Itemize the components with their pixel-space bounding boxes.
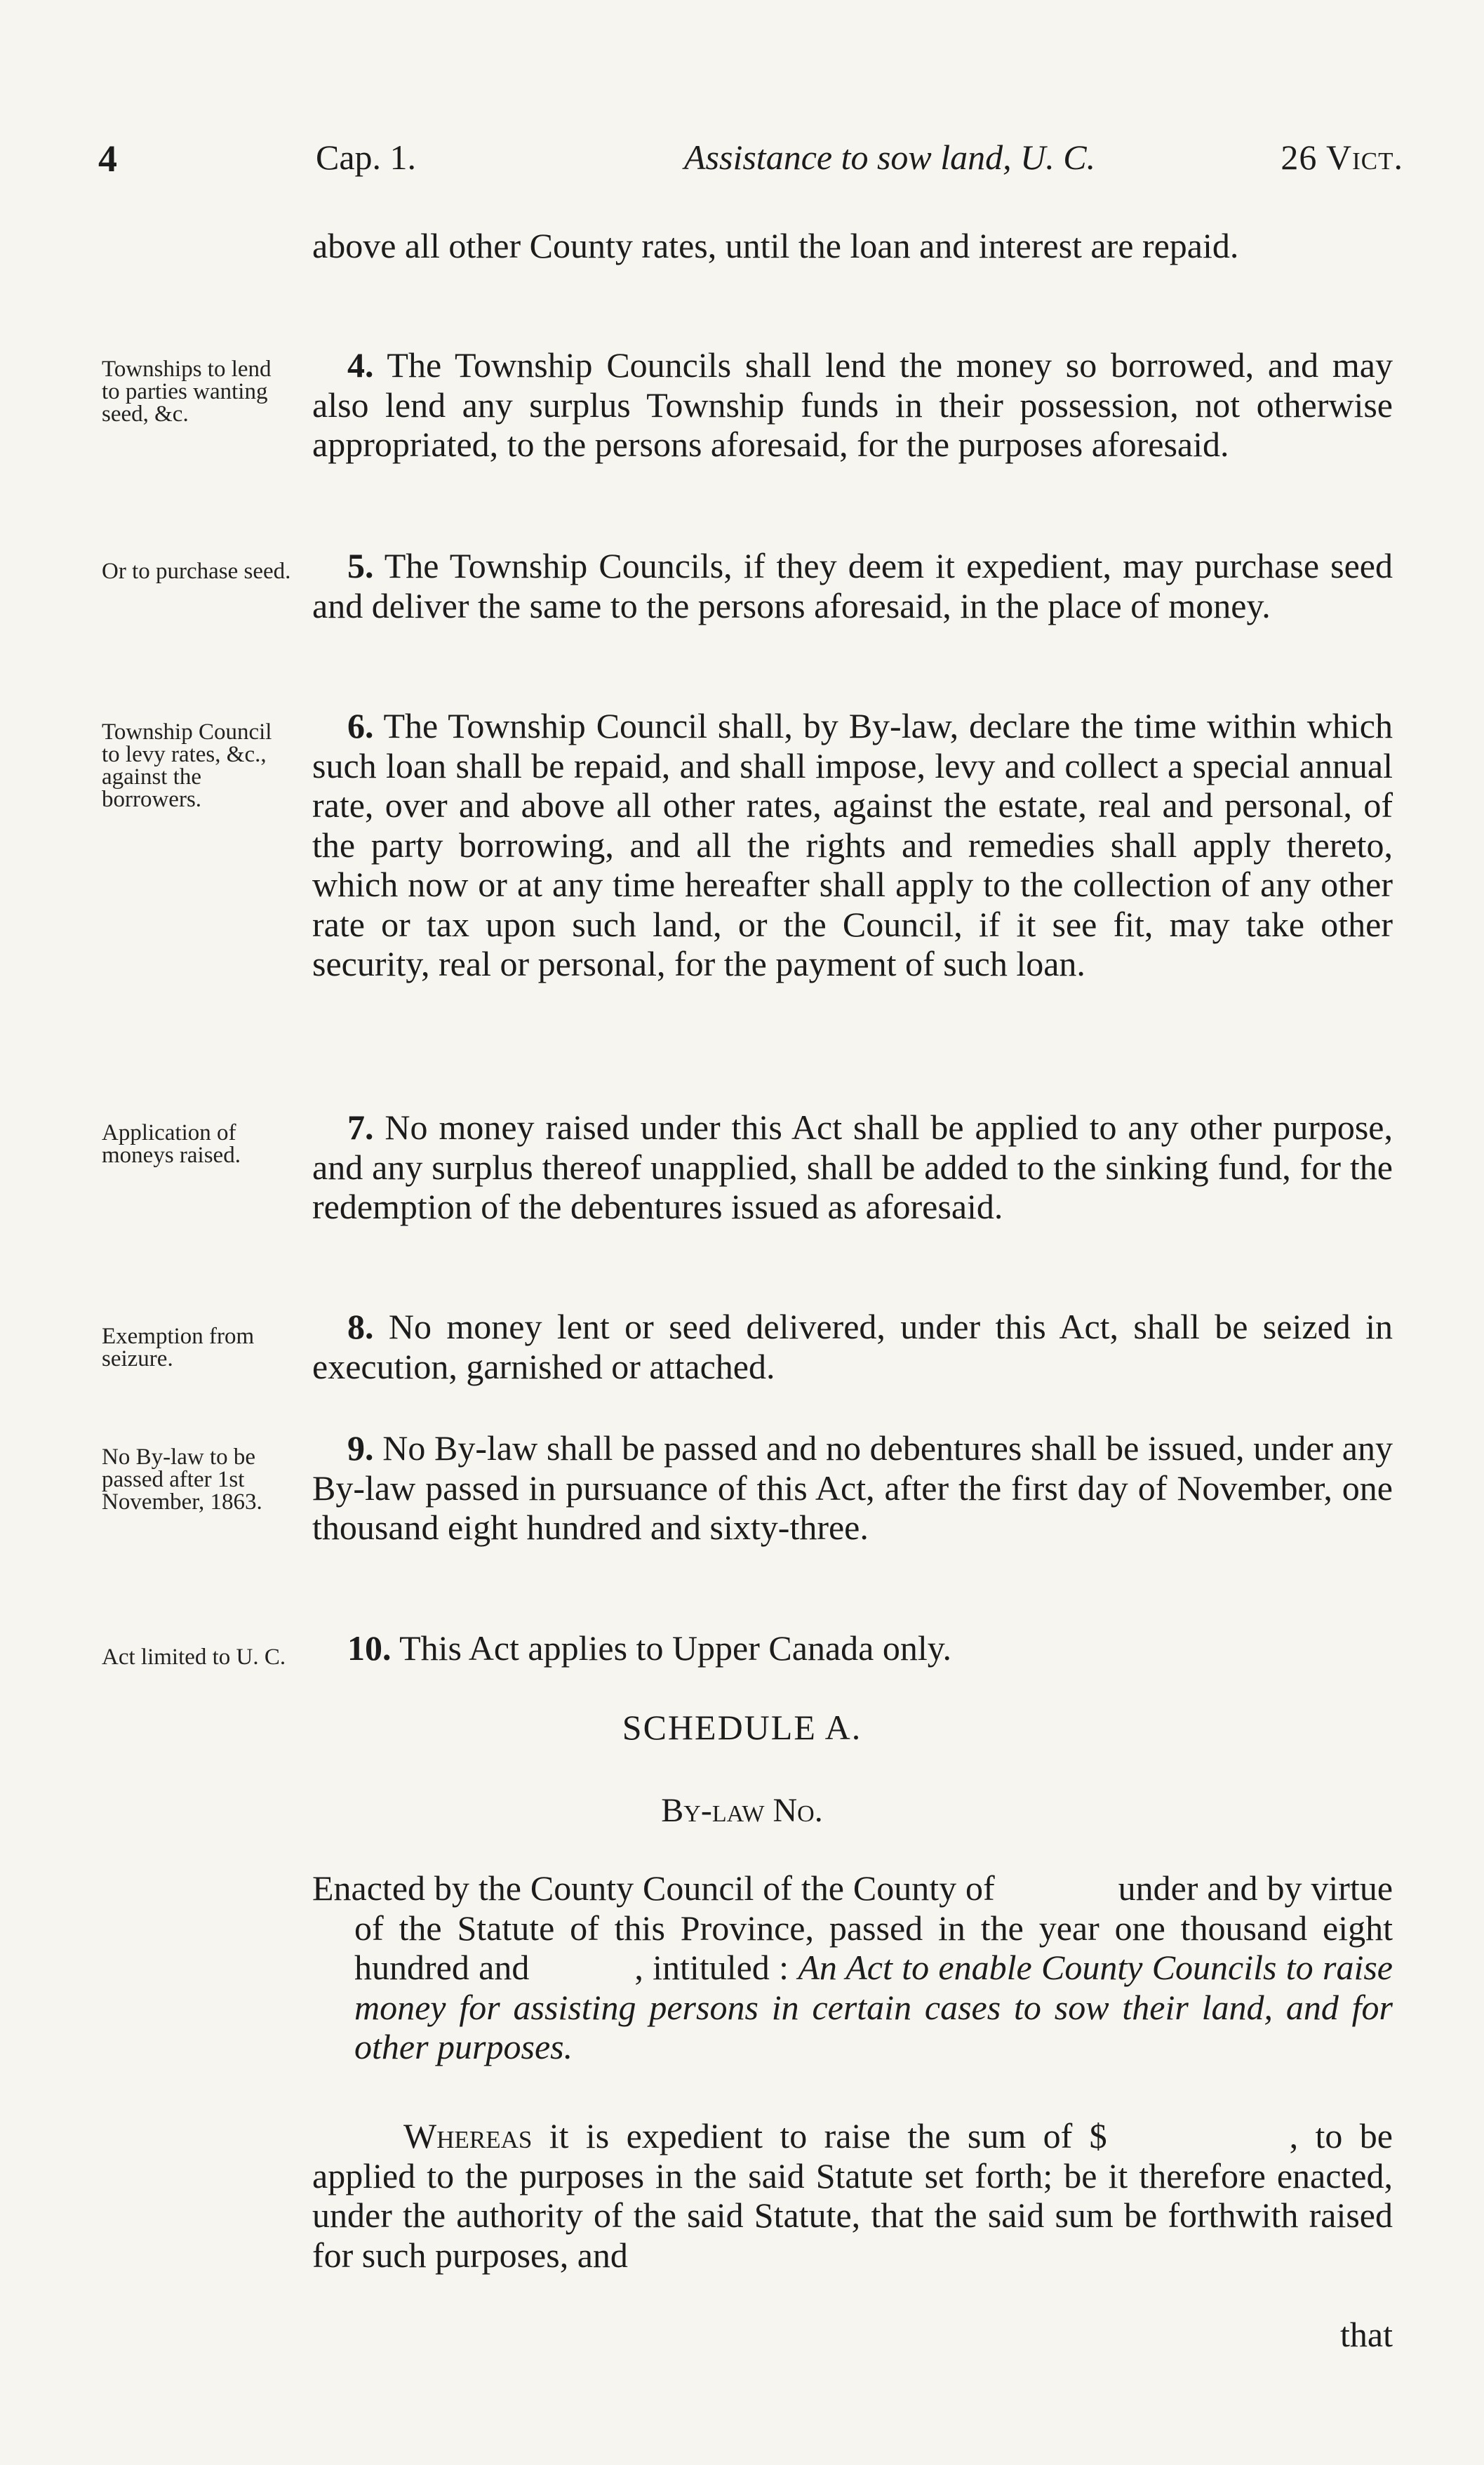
whereas-word: Whereas bbox=[403, 2116, 533, 2155]
section-number: 7. bbox=[347, 1108, 374, 1147]
section-text: The Township Council shall, by By-law, declare the time within which such loan shall be repaid, and shall impose, levy and collect a special annual rate, over and above all other rates, against the estate, real and personal, of the party borrowing, and all the rights and remedies shall apply thereto, which now or at any time hereafter shall apply to the collection of any other rate or tax upon such land, or the Council, if it see fit, may take other security, real or personal, for the payment of such loan. bbox=[312, 706, 1393, 983]
section-8 bbox=[312, 1307, 1393, 1386]
margin-note-section-6: Township Council to levy rates, &c., against the borrowers. bbox=[102, 719, 272, 812]
section-7 bbox=[312, 1108, 1393, 1227]
section-text: The Township Councils, if they deem it expedient, may purchase seed and deliver the same to the persons aforesaid, in the place of money. bbox=[312, 546, 1393, 625]
section-number: 9. bbox=[347, 1428, 374, 1468]
section-9 bbox=[312, 1428, 1393, 1548]
enacted-intituled: , intituled : bbox=[634, 1948, 789, 1987]
act-title: An Act to enable County Councils to raise money for assisting persons in certain cases to sow their land, and for other purposes. bbox=[354, 1948, 1393, 2066]
section-number: 8. bbox=[347, 1307, 374, 1346]
enacted-start: Enacted by the County Council of the County of bbox=[312, 1868, 995, 1908]
whereas-text-1: it is expedient to raise the sum of $ bbox=[549, 2116, 1107, 2155]
margin-note-section-7: Application of moneys raised. bbox=[102, 1120, 241, 1168]
section-number: 4. bbox=[347, 345, 374, 385]
schedule-title: SCHEDULE A. bbox=[622, 1708, 862, 1747]
section-text: This Act applies to Upper Canada only. bbox=[399, 1628, 951, 1668]
section-number: 10. bbox=[347, 1628, 392, 1668]
margin-note-section-8: Exemption from seizure. bbox=[102, 1324, 255, 1371]
running-header bbox=[98, 137, 1403, 186]
chapter-label: Cap. 1. bbox=[316, 138, 417, 177]
bylaw-heading: By-law No. bbox=[661, 1792, 823, 1829]
enacted-middle: under and by virtue of the Statute of this Province, passed in the year one thousand eight hundred and bbox=[354, 1868, 1393, 1987]
section-number: 6. bbox=[347, 706, 374, 745]
section-5 bbox=[312, 546, 1393, 625]
margin-note-section-9: No By-law to be passed after 1st November, 1863. bbox=[102, 1444, 262, 1515]
section-6 bbox=[312, 706, 1393, 984]
whereas-clause bbox=[312, 2116, 1393, 2275]
continuation-text: above all other County rates, until the loan and interest are repaid. bbox=[312, 226, 1239, 265]
section-10 bbox=[312, 1628, 1393, 1668]
section-number: 5. bbox=[347, 546, 374, 585]
section-text: No money raised under this Act shall be applied to any other purpose, and any surplus thereof unapplied, shall be added to the sinking fund, for the redemption of the debentures issued as aforesaid. bbox=[312, 1108, 1393, 1226]
margin-note-section-5: Or to purchase seed. bbox=[102, 559, 291, 584]
regnal-year: 26 Vict. bbox=[1281, 138, 1403, 177]
catchword: that bbox=[1340, 2315, 1393, 2354]
section-text: No money lent or seed delivered, under this Act, shall be seized in execution, garnished or attached. bbox=[312, 1307, 1393, 1386]
margin-note-section-4: Townships to lend to parties wanting seed, &c. bbox=[102, 357, 272, 427]
whereas-text-2: , to be applied to the purposes in the said Statute set forth; be it therefore enacted, under the authority of the said Statute, that the said sum be forthwith raised for such purposes, and bbox=[312, 2116, 1393, 2275]
page-number: 4 bbox=[98, 138, 117, 180]
margin-note-section-10: Act limited to U. C. bbox=[102, 1645, 286, 1670]
enacting-clause bbox=[312, 1868, 1393, 2067]
running-title: Assistance to sow land, U. C. bbox=[684, 138, 1096, 177]
section-text: The Township Councils shall lend the money so borrowed, and may also lend any surplus Township funds in their possession, not otherwise appropriated, to the persons aforesaid, for the purposes aforesaid. bbox=[312, 345, 1393, 464]
section-4 bbox=[312, 345, 1393, 465]
section-text: No By-law shall be passed and no debentures shall be issued, under any By-law passed in pursuance of this Act, after the first day of November, one thousand eight hundred and sixty-three. bbox=[312, 1428, 1393, 1547]
